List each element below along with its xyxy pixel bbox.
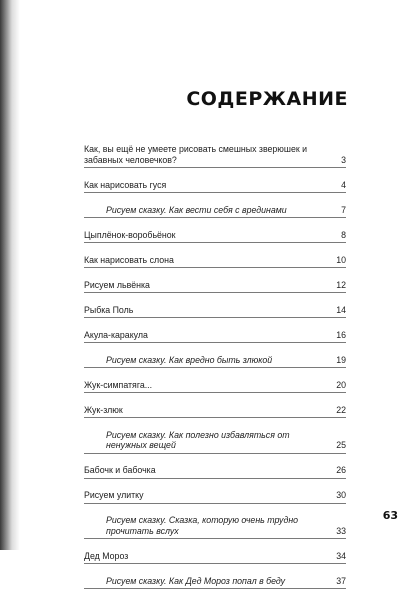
toc-entry-title: Акула-каракула (84, 329, 148, 340)
toc-entry-title: Рисуем сказку. Как Дед Мороз попал в беду (106, 575, 286, 586)
toc-entry-title: Жук-симпатяга... (84, 379, 153, 390)
toc-subentry (84, 430, 346, 454)
toc-entry-page: 8 (341, 229, 346, 240)
toc-entry-title: Как нарисовать гуся (84, 179, 167, 190)
toc-entry-page: 16 (336, 329, 346, 340)
toc-entry-page: 20 (336, 379, 346, 390)
page-number: 63 (382, 509, 398, 522)
toc-entry-page: 22 (336, 404, 346, 415)
toc-entry (84, 405, 346, 419)
toc-entry-title: Как нарисовать слона (84, 254, 174, 265)
toc-subentry (84, 355, 346, 369)
toc-entry-title: Жук-злюк (84, 404, 123, 415)
toc-entry-page: 3 (341, 154, 346, 165)
toc-entry (84, 490, 346, 504)
toc-entry (84, 551, 346, 565)
toc-entry-page: 26 (336, 465, 346, 475)
toc-entry-title: Рисуем львёнка (84, 279, 150, 290)
toc-entry-page: 14 (336, 304, 346, 315)
toc-entry (84, 280, 346, 294)
page-title: СОДЕРЖАНИЕ (186, 88, 348, 110)
toc-entry-page: 25 (336, 440, 346, 450)
toc-entry (84, 305, 346, 319)
spine-shadow (0, 0, 20, 550)
toc-entry-title: Бабочк и бабочка (84, 465, 156, 475)
toc-entry-title: Рисуем улитку (84, 490, 144, 500)
toc-entry-title: Рисуем сказку. Как полезно избавляться от ненужных вещей (106, 429, 290, 450)
toc-entry-page: 12 (336, 279, 346, 290)
toc-entry-page: 33 (336, 525, 346, 536)
toc-entry-page: 34 (336, 550, 346, 561)
toc-entry (84, 330, 346, 344)
toc-subentry (84, 205, 346, 219)
toc-entry-title: Дед Мороз (84, 550, 129, 561)
table-of-contents (84, 144, 346, 601)
toc-entry-title: Рисуем сказку. Как вредно быть злюкой (106, 354, 273, 365)
toc-entry-title: Цыплёнок-воробьёнок (84, 229, 176, 240)
toc-entry-page: 4 (341, 179, 346, 190)
toc-subentry (84, 576, 346, 590)
toc-entry (84, 180, 346, 194)
toc-entry (84, 255, 346, 269)
toc-entry-title: Рыбка Поль (84, 304, 134, 315)
toc-entry-title: Рисуем сказку. Как вести себя с врединами (106, 204, 287, 215)
toc-entry-page: 10 (336, 254, 346, 265)
toc-subentry (84, 515, 346, 539)
toc-entry-page: 30 (336, 490, 346, 500)
toc-entry-title: Как, вы ещё не умеете рисовать смешных зверюшек и забавных человечков? (84, 144, 308, 165)
toc-entry-page: 19 (336, 354, 346, 365)
toc-entry-page: 7 (341, 204, 346, 215)
toc-entry (84, 144, 346, 168)
toc-entry-title: Рисуем сказку. Сказка, которую очень трудно прочитать вслух (106, 515, 299, 536)
toc-entry-page: 37 (336, 575, 346, 586)
toc-entry (84, 230, 346, 244)
toc-entry (84, 380, 346, 394)
toc-entry (84, 465, 346, 479)
